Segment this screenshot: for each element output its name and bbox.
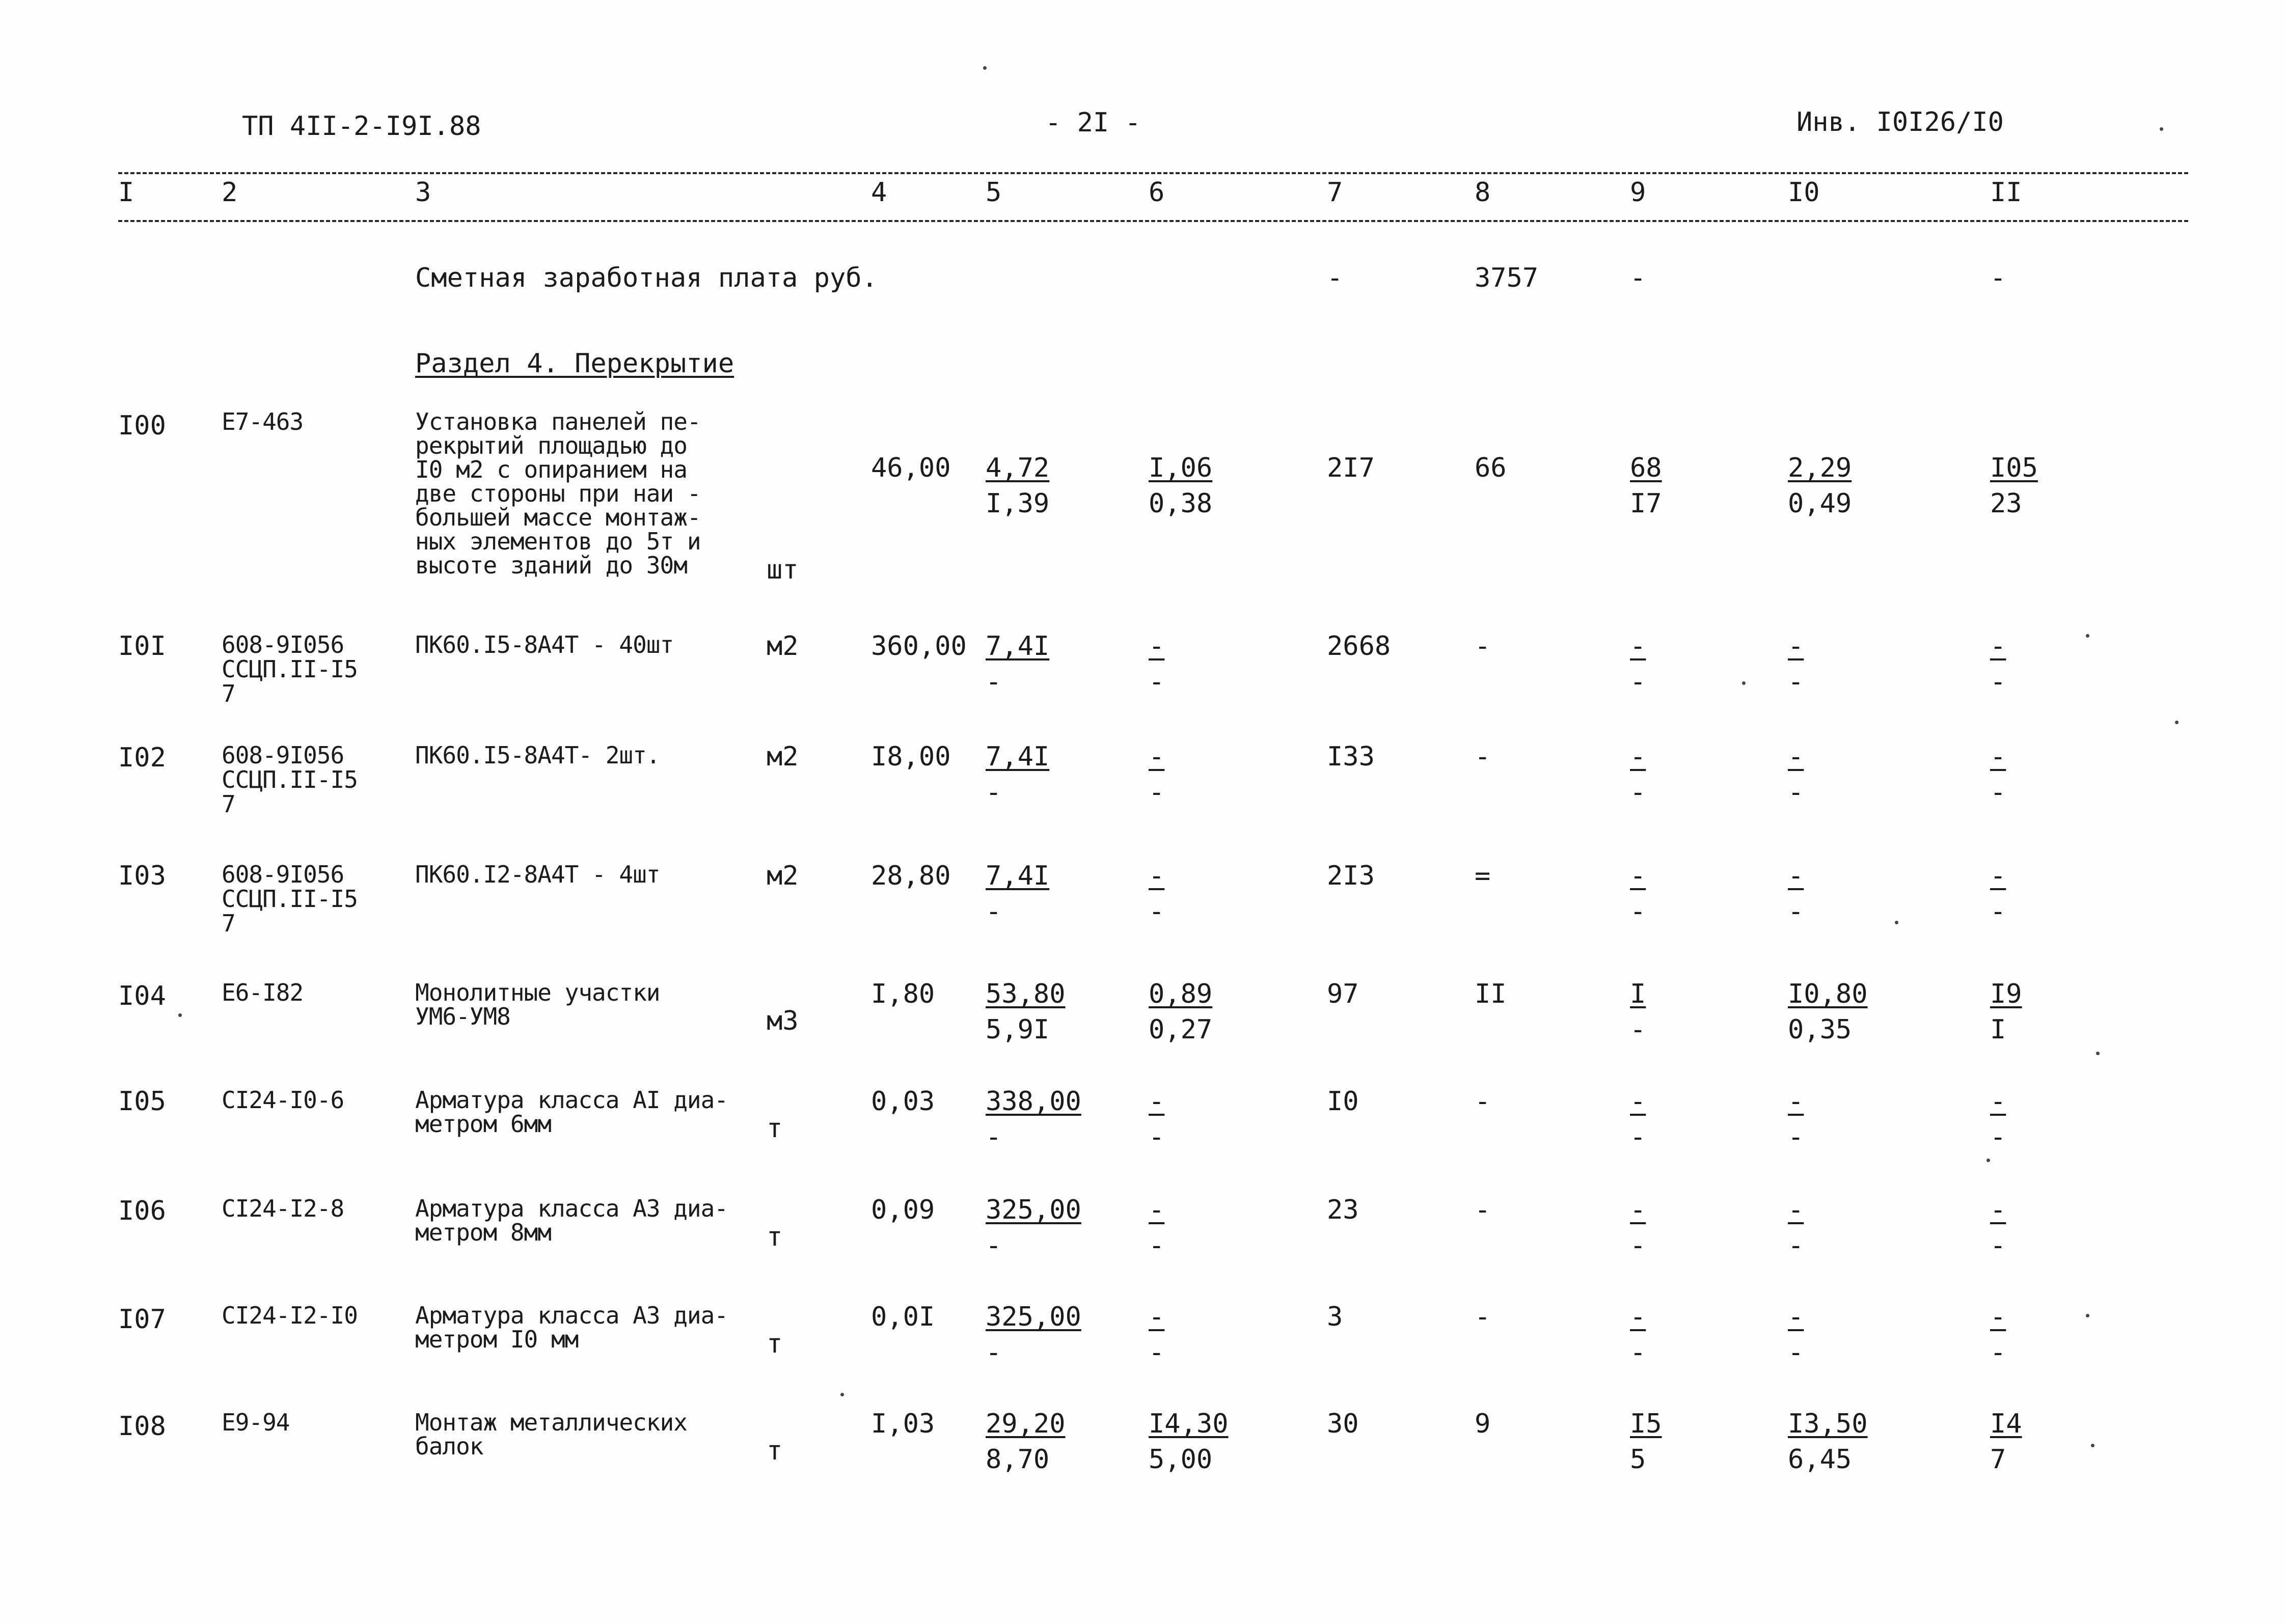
row-c11-bottom: -	[1990, 667, 2006, 697]
row-quantity: I8,00	[871, 741, 951, 772]
row-col7: 23	[1327, 1195, 1359, 1225]
row-c10-top: I3,50	[1788, 1409, 1868, 1439]
row-c9-bottom: -	[1630, 1230, 1646, 1261]
row-c11-top: -	[1990, 631, 2006, 662]
row-c11-top: I4	[1990, 1409, 2022, 1439]
header-bottom-rule	[118, 220, 2188, 222]
row-col8: 9	[1475, 1409, 1491, 1439]
row-c10-bottom: -	[1788, 1230, 1804, 1261]
row-code-line: 7	[222, 910, 235, 937]
row-c11-top: -	[1990, 861, 2006, 891]
row-col8: -	[1475, 631, 1491, 662]
column-number-1: I	[118, 177, 134, 208]
row-col7: 2I3	[1327, 861, 1375, 891]
row-c11-bottom: -	[1990, 777, 2006, 808]
row-c11-bottom: 23	[1990, 488, 2022, 519]
row-c6-top: I4,30	[1149, 1409, 1229, 1439]
row-c6-top: -	[1149, 1302, 1165, 1332]
row-c11-top: I05	[1990, 453, 2038, 483]
row-c5-top: 338,00	[986, 1086, 1081, 1117]
row-c6-top: I,06	[1149, 453, 1213, 483]
row-col8: -	[1475, 1195, 1491, 1225]
scan-speck	[1986, 1159, 1990, 1162]
row-description-line: балок	[415, 1433, 483, 1460]
row-c6-bottom: 0,27	[1149, 1014, 1213, 1045]
row-code-line: ССЦП.II-I5	[222, 766, 358, 793]
row-code-line: СI24-I2-8	[222, 1195, 344, 1222]
row-c10-bottom: 0,35	[1788, 1014, 1852, 1045]
row-c9-top: 68	[1630, 453, 1662, 483]
row-c6-top: -	[1149, 631, 1165, 662]
row-description-line: рекрытий площадью до	[415, 432, 687, 459]
row-c11-top: I9	[1990, 979, 2022, 1009]
column-number-5: 5	[986, 177, 1002, 208]
row-col7: 2668	[1327, 631, 1391, 662]
row-unit: шт	[767, 555, 799, 585]
row-description-line: метром I0 мм	[415, 1326, 579, 1353]
scan-speck	[178, 1013, 182, 1017]
row-unit: т	[767, 1113, 783, 1144]
inventory-number: Инв. I0I26/I0	[1797, 107, 2004, 137]
row-c9-top: -	[1630, 1086, 1646, 1117]
row-c10-top: I0,80	[1788, 979, 1868, 1009]
row-c11-bottom: -	[1990, 1230, 2006, 1261]
row-col8: -	[1475, 1086, 1491, 1117]
row-c5-bottom: 8,70	[986, 1444, 1050, 1475]
row-c9-bottom: -	[1630, 1122, 1646, 1152]
row-number: I05	[118, 1086, 166, 1117]
row-c6-bottom: 5,00	[1149, 1444, 1213, 1475]
row-c9-top: -	[1630, 1195, 1646, 1225]
row-c10-top: -	[1788, 631, 1804, 662]
row-c9-bottom: 5	[1630, 1444, 1646, 1475]
row-c6-top: 0,89	[1149, 979, 1213, 1009]
scan-speck	[983, 66, 987, 70]
row-c11-bottom: -	[1990, 896, 2006, 927]
row-description-line: метром 6мм	[415, 1110, 551, 1138]
row-c11-top: -	[1990, 741, 2006, 772]
row-description-line: ПК60.I5-8А4Т - 40шт	[415, 631, 674, 658]
scan-speck	[840, 1393, 844, 1396]
row-col7: 30	[1327, 1409, 1359, 1439]
row-c9-top: I	[1630, 979, 1646, 1009]
row-col8: 66	[1475, 453, 1507, 483]
summary-col11: -	[1990, 263, 2006, 293]
column-number-9: 9	[1630, 177, 1646, 208]
row-c11-bottom: 7	[1990, 1444, 2006, 1475]
row-code-line: ССЦП.II-I5	[222, 885, 358, 913]
row-number: I0I	[118, 631, 166, 662]
row-unit: м3	[767, 1006, 799, 1036]
row-number: I02	[118, 742, 166, 773]
row-c9-bottom: -	[1630, 667, 1646, 697]
row-quantity: 360,00	[871, 631, 967, 662]
column-number-3: 3	[415, 177, 431, 208]
row-c9-bottom: -	[1630, 896, 1646, 927]
summary-label: Сметная заработная плата руб.	[415, 263, 878, 293]
row-c6-top: -	[1149, 741, 1165, 772]
row-quantity: 46,00	[871, 453, 951, 483]
scan-speck	[2086, 634, 2089, 638]
row-c10-top: -	[1788, 1086, 1804, 1117]
row-col7: 3	[1327, 1302, 1343, 1332]
row-description-line: метром 8мм	[415, 1219, 551, 1246]
row-description-line: большей массе монтаж-	[415, 504, 701, 531]
row-c9-top: -	[1630, 631, 1646, 662]
row-col7: I0	[1327, 1086, 1359, 1117]
scan-speck	[2175, 721, 2179, 724]
column-number-7: 7	[1327, 177, 1343, 208]
row-c10-bottom: -	[1788, 1122, 1804, 1152]
row-c11-top: -	[1990, 1195, 2006, 1225]
row-c11-bottom: I	[1990, 1014, 2006, 1045]
row-description-line: Арматура класса А3 диа-	[415, 1302, 728, 1329]
row-quantity: 28,80	[871, 861, 951, 891]
row-number: I08	[118, 1411, 166, 1442]
row-c5-top: 7,4I	[986, 741, 1050, 772]
row-c6-bottom: 0,38	[1149, 488, 1213, 519]
row-number: I00	[118, 410, 166, 441]
row-description-line: ПК60.I5-8А4Т- 2шт.	[415, 741, 660, 769]
row-unit: м2	[767, 741, 799, 772]
row-c9-bottom: -	[1630, 777, 1646, 808]
row-c10-top: -	[1788, 861, 1804, 891]
row-code-line: Е7-463	[222, 408, 304, 435]
row-quantity: 0,09	[871, 1195, 935, 1225]
row-c10-bottom: -	[1788, 667, 1804, 697]
row-c6-bottom: -	[1149, 1230, 1165, 1261]
row-quantity: 0,03	[871, 1086, 935, 1117]
row-c9-bottom: I7	[1630, 488, 1662, 519]
row-c5-bottom: -	[986, 1337, 1002, 1368]
row-unit: м2	[767, 861, 799, 891]
scan-speck	[2091, 1444, 2094, 1447]
row-c5-bottom: 5,9I	[986, 1014, 1050, 1045]
row-col7: 2I7	[1327, 453, 1375, 483]
row-c5-bottom: -	[986, 896, 1002, 927]
row-c10-bottom: -	[1788, 777, 1804, 808]
row-number: I04	[118, 981, 166, 1011]
row-c10-top: 2,29	[1788, 453, 1852, 483]
scan-speck	[1895, 921, 1898, 924]
row-code-line: СI24-I2-I0	[222, 1302, 358, 1329]
row-c5-top: 29,20	[986, 1409, 1066, 1439]
row-description-line: Установка панелей пе-	[415, 408, 701, 435]
row-c9-bottom: -	[1630, 1337, 1646, 1368]
row-c5-bottom: -	[986, 1230, 1002, 1261]
row-c10-top: -	[1788, 1302, 1804, 1332]
column-number-4: 4	[871, 177, 887, 208]
row-unit: м2	[767, 631, 799, 662]
header-top-rule	[118, 172, 2188, 174]
row-c6-top: -	[1149, 861, 1165, 891]
row-c5-bottom: -	[986, 667, 1002, 697]
row-col7: 97	[1327, 979, 1359, 1009]
row-c9-bottom: -	[1630, 1014, 1646, 1045]
row-description-line: Монолитные участки	[415, 979, 660, 1006]
row-c10-bottom: -	[1788, 896, 1804, 927]
row-description-line: ПК60.I2-8А4Т - 4шт	[415, 861, 660, 888]
row-number: I07	[118, 1304, 166, 1335]
row-description-line: ных элементов до 5т и	[415, 528, 701, 555]
row-description-line: Монтаж металлических	[415, 1409, 687, 1436]
column-number-6: 6	[1149, 177, 1165, 208]
row-quantity: I,03	[871, 1409, 935, 1439]
row-c5-bottom: -	[986, 1122, 1002, 1152]
row-quantity: 0,0I	[871, 1302, 935, 1332]
section-title: Раздел 4. Перекрытие	[415, 348, 734, 379]
row-c10-bottom: -	[1788, 1337, 1804, 1368]
row-c6-bottom: -	[1149, 1337, 1165, 1368]
row-code-line: ССЦП.II-I5	[222, 655, 358, 683]
row-code-line: Е9-94	[222, 1409, 290, 1436]
row-unit: т	[767, 1436, 783, 1466]
row-c5-top: 7,4I	[986, 631, 1050, 662]
page-number: - 2I -	[1045, 107, 1141, 138]
row-c6-bottom: -	[1149, 896, 1165, 927]
row-c5-top: 4,72	[986, 453, 1050, 483]
row-c6-bottom: -	[1149, 1122, 1165, 1152]
row-number: I03	[118, 861, 166, 891]
row-c10-top: -	[1788, 1195, 1804, 1225]
row-description-line: Арматура класса А3 диа-	[415, 1195, 728, 1222]
column-number-11: II	[1990, 177, 2022, 208]
row-c11-bottom: -	[1990, 1337, 2006, 1368]
column-number-2: 2	[222, 177, 238, 208]
row-code-line: Е6-I82	[222, 979, 304, 1006]
row-c6-top: -	[1149, 1086, 1165, 1117]
summary-col7: -	[1327, 263, 1343, 293]
row-code-line: СI24-I0-6	[222, 1086, 344, 1114]
row-c6-bottom: -	[1149, 667, 1165, 697]
row-quantity: I,80	[871, 979, 935, 1009]
document-code: ТП 4II-2-I9I.88	[242, 111, 481, 142]
row-unit: т	[767, 1329, 783, 1359]
row-c11-top: -	[1990, 1086, 2006, 1117]
row-c9-top: I5	[1630, 1409, 1662, 1439]
row-c9-top: -	[1630, 1302, 1646, 1332]
row-description-line: высоте зданий до 30м	[415, 552, 687, 579]
scan-speck	[2086, 1314, 2089, 1317]
row-unit: т	[767, 1222, 783, 1252]
row-description-line: I0 м2 с опиранием на	[415, 456, 687, 483]
row-c5-bottom: I,39	[986, 488, 1050, 519]
row-c11-bottom: -	[1990, 1122, 2006, 1152]
summary-col9: -	[1630, 263, 1646, 293]
row-number: I06	[118, 1196, 166, 1226]
row-description-line: две стороны при наи -	[415, 480, 701, 507]
row-col8: -	[1475, 741, 1491, 772]
scan-speck	[2160, 127, 2163, 131]
row-description-line: Арматура класса АI диа-	[415, 1086, 728, 1114]
row-c11-top: -	[1990, 1302, 2006, 1332]
row-c5-top: 325,00	[986, 1195, 1081, 1225]
row-code-line: 7	[222, 680, 235, 707]
row-c9-top: -	[1630, 861, 1646, 891]
row-c10-top: -	[1788, 741, 1804, 772]
row-c5-bottom: -	[986, 777, 1002, 808]
row-c6-top: -	[1149, 1195, 1165, 1225]
row-c5-top: 325,00	[986, 1302, 1081, 1332]
row-code-line: 608-9I056	[222, 741, 344, 769]
row-c5-top: 7,4I	[986, 861, 1050, 891]
row-description-line: УМ6-УМ8	[415, 1003, 510, 1030]
row-c5-top: 53,80	[986, 979, 1066, 1009]
row-c10-bottom: 0,49	[1788, 488, 1852, 519]
column-number-10: I0	[1788, 177, 1820, 208]
scan-speck	[1742, 681, 1746, 685]
scan-speck	[2096, 1052, 2100, 1055]
row-code-line: 608-9I056	[222, 631, 344, 658]
column-number-8: 8	[1475, 177, 1491, 208]
row-col8: =	[1475, 861, 1491, 891]
row-code-line: 608-9I056	[222, 861, 344, 888]
row-c6-bottom: -	[1149, 777, 1165, 808]
row-col7: I33	[1327, 741, 1375, 772]
row-col8: -	[1475, 1302, 1491, 1332]
row-col8: II	[1475, 979, 1507, 1009]
row-c9-top: -	[1630, 741, 1646, 772]
summary-col8: 3757	[1475, 263, 1539, 293]
row-code-line: 7	[222, 790, 235, 818]
row-c10-bottom: 6,45	[1788, 1444, 1852, 1475]
